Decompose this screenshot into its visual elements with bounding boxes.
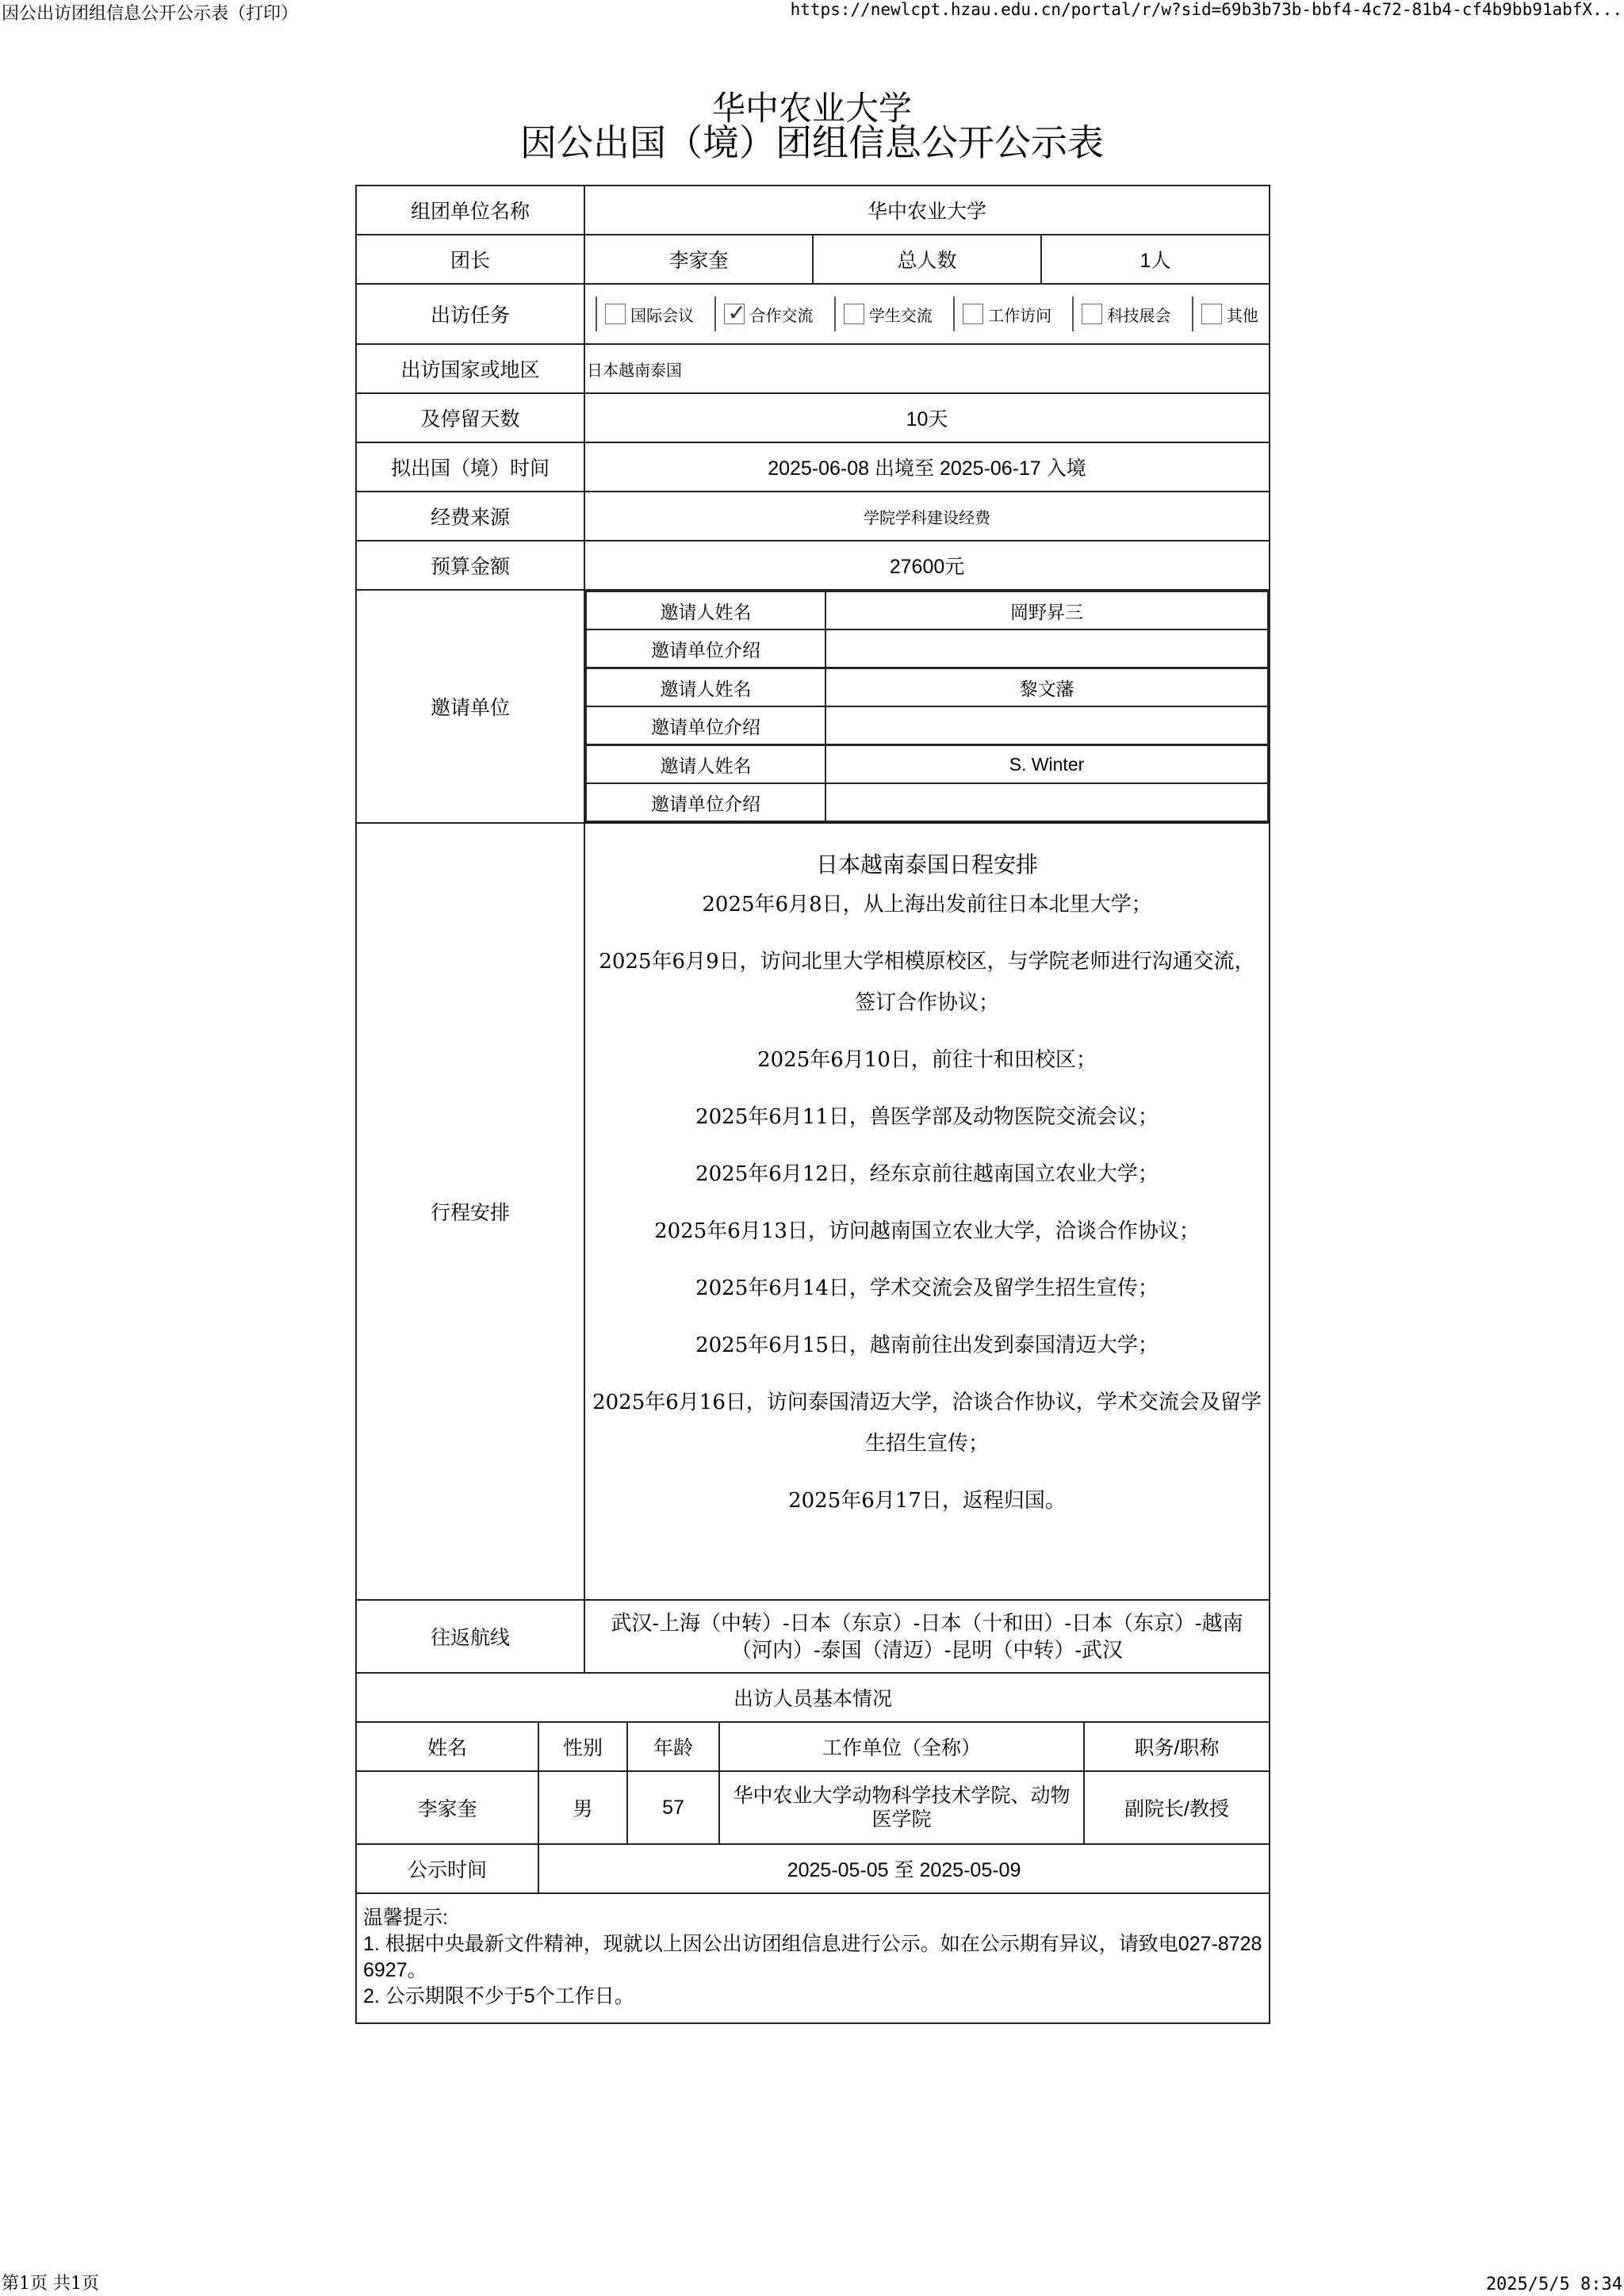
inviter-intro-value bbox=[825, 783, 1268, 821]
print-footer-datetime: 2025/5/5 8:34 bbox=[1485, 2275, 1622, 2294]
inviter-intro-label: 邀请单位介绍 bbox=[586, 706, 825, 745]
notice-cell bbox=[356, 1893, 1270, 2023]
members-header-cell: 工作单位（全称） bbox=[719, 1722, 1084, 1771]
inviter-name-label: 邀请人姓名 bbox=[586, 745, 825, 784]
inviter-name-value: 岡野昇三 bbox=[825, 591, 1268, 629]
task-separator bbox=[1072, 297, 1074, 331]
leader-label: 团长 bbox=[356, 235, 584, 284]
members-table bbox=[355, 1672, 1270, 2024]
route-label: 往返航线 bbox=[356, 1600, 584, 1673]
task-option bbox=[834, 297, 933, 331]
task-checkbox-checked bbox=[724, 304, 745, 324]
country-row bbox=[356, 344, 1270, 393]
time-value: 2025-06-08 出境至 2025-06-17 入境 bbox=[584, 442, 1270, 492]
notice-row bbox=[356, 1893, 1270, 2023]
task-option-label: 合作交流 bbox=[749, 307, 814, 325]
itinerary-item: 2025年6月11日，兽医学部及动物医院交流会议； bbox=[695, 1105, 1159, 1129]
fund-value: 学院学科建设经费 bbox=[584, 492, 1270, 541]
fund-row bbox=[356, 492, 1270, 541]
task-option bbox=[1072, 297, 1170, 331]
members-header-cell: 姓名 bbox=[356, 1722, 538, 1771]
task-option bbox=[953, 297, 1051, 331]
leader-row bbox=[356, 235, 1270, 284]
budget-row bbox=[356, 541, 1270, 590]
notice-item-1: 1. 根据中央最新文件精神，现就以上因公出访团组信息进行公示。如在公示期有异议，请致电027-87286927。 bbox=[363, 1933, 1262, 1981]
task-separator bbox=[1192, 297, 1193, 331]
member-cell: 李家奎 bbox=[356, 1771, 538, 1844]
itinerary-title: 日本越南泰国日程安排 bbox=[815, 852, 1038, 877]
member-cell: 男 bbox=[538, 1771, 627, 1844]
task-checkbox bbox=[844, 304, 864, 324]
budget-value: 27600元 bbox=[584, 541, 1270, 590]
publicity-table bbox=[355, 185, 1270, 1674]
inviter-row bbox=[356, 590, 1270, 823]
days-row bbox=[356, 393, 1270, 442]
inviter-intro-row bbox=[586, 783, 1268, 821]
member-row bbox=[356, 1771, 1270, 1844]
days-value: 10天 bbox=[584, 393, 1270, 442]
fund-label: 经费来源 bbox=[356, 492, 584, 541]
member-cell: 副院长/教授 bbox=[1084, 1771, 1270, 1844]
members-header-row bbox=[356, 1722, 1270, 1771]
task-option bbox=[714, 297, 813, 331]
itinerary-item: 2025年6月9日，访问北里大学相模原校区，与学院老师进行沟通交流，签订合作协议； bbox=[599, 950, 1255, 1015]
task-options bbox=[584, 284, 1270, 344]
inviter-intro-row bbox=[586, 629, 1268, 668]
itinerary-item: 2025年6月16日，访问泰国清迈大学，洽谈合作协议，学术交流会及留学生招生宣传； bbox=[592, 1391, 1262, 1456]
document-title-org: 华中农业大学 bbox=[711, 90, 912, 127]
itinerary-cell bbox=[584, 823, 1270, 1600]
inviter-name-value: 黎文藩 bbox=[825, 668, 1268, 707]
time-label: 拟出国（境）时间 bbox=[356, 442, 584, 492]
inviter-intro-row bbox=[586, 706, 1268, 745]
itinerary-item: 2025年6月10日，前往十和田校区； bbox=[757, 1048, 1097, 1072]
members-header-cell: 职务/职称 bbox=[1084, 1722, 1270, 1771]
task-option-label: 其他 bbox=[1226, 307, 1258, 325]
task-option-label: 科技展会 bbox=[1107, 307, 1171, 325]
inviter-table bbox=[585, 591, 1269, 822]
members-title: 出访人员基本情况 bbox=[356, 1673, 1270, 1722]
inviter-intro-value bbox=[825, 706, 1268, 745]
country-label: 出访国家或地区 bbox=[356, 344, 584, 393]
document-title: 因公出国（境）团组信息公开公示表 bbox=[520, 122, 1104, 163]
task-label: 出访任务 bbox=[356, 284, 584, 344]
inviter-name-row bbox=[586, 591, 1268, 629]
task-option-label: 学生交流 bbox=[868, 307, 933, 325]
total-label: 总人数 bbox=[813, 235, 1041, 284]
budget-label: 预算金额 bbox=[356, 541, 584, 590]
days-label: 及停留天数 bbox=[356, 393, 584, 442]
inviter-intro-label: 邀请单位介绍 bbox=[586, 629, 825, 668]
leader-value: 李家奎 bbox=[584, 235, 813, 284]
task-separator bbox=[953, 297, 955, 331]
inviter-name-row bbox=[586, 668, 1268, 707]
route-value: 武汉-上海（中转）-日本（东京）-日本（十和田）-日本（东京）-越南（河内）-泰国（清迈）-昆明（中转）-武汉 bbox=[584, 1600, 1270, 1673]
country-value: 日本越南泰国 bbox=[584, 344, 1270, 393]
itinerary-item: 2025年6月17日，返程归国。 bbox=[788, 1489, 1066, 1513]
time-row bbox=[356, 442, 1270, 492]
itinerary-item: 2025年6月8日，从上海出发前往日本北里大学； bbox=[702, 893, 1152, 916]
itinerary-item: 2025年6月12日，经东京前往越南国立农业大学； bbox=[695, 1162, 1159, 1186]
itinerary-item: 2025年6月15日，越南前往出发到泰国清迈大学； bbox=[695, 1334, 1159, 1357]
task-checkbox bbox=[1082, 304, 1102, 324]
inviter-label: 邀请单位 bbox=[356, 590, 584, 823]
print-header-title: 因公出访团组信息公开公示表（打印） bbox=[2, 4, 299, 24]
member-cell: 华中农业大学动物科学技术学院、动物医学院 bbox=[719, 1771, 1084, 1844]
publicity-value: 2025-05-05 至 2025-05-09 bbox=[538, 1844, 1270, 1893]
itinerary-row bbox=[356, 823, 1270, 1600]
task-checkbox bbox=[605, 304, 626, 324]
inviter-name-label: 邀请人姓名 bbox=[586, 668, 825, 707]
task-separator bbox=[834, 297, 836, 331]
members-header-cell: 性别 bbox=[538, 1722, 627, 1771]
task-row bbox=[356, 284, 1270, 344]
inviter-intro-value bbox=[825, 629, 1268, 668]
org-row bbox=[356, 186, 1270, 235]
task-option bbox=[596, 297, 694, 331]
inviter-cell bbox=[584, 590, 1270, 823]
inviter-name-row bbox=[586, 745, 1268, 784]
inviter-intro-label: 邀请单位介绍 bbox=[586, 783, 825, 821]
itinerary-label: 行程安排 bbox=[356, 823, 584, 1600]
task-option-label: 工作访问 bbox=[988, 307, 1052, 325]
task-option bbox=[1192, 297, 1258, 331]
itinerary-item: 2025年6月14日，学术交流会及留学生招生宣传； bbox=[695, 1276, 1159, 1300]
notice-title: 温馨提示: bbox=[363, 1907, 448, 1929]
member-cell: 57 bbox=[627, 1771, 719, 1844]
task-separator bbox=[596, 297, 597, 331]
publicity-label: 公示时间 bbox=[356, 1844, 538, 1893]
org-label: 组团单位名称 bbox=[356, 186, 584, 235]
route-row bbox=[356, 1600, 1270, 1673]
print-header-url: https://newlcpt.hzau.edu.cn/portal/r/w?sid=69b3b73b-bbf4-4c72-81b4-cf4b9bb91abfX... bbox=[790, 0, 1622, 19]
itinerary-item: 2025年6月13日，访问越南国立农业大学，洽谈合作协议； bbox=[654, 1219, 1200, 1243]
org-value: 华中农业大学 bbox=[584, 186, 1270, 235]
task-checkbox bbox=[1201, 304, 1222, 324]
inviter-name-label: 邀请人姓名 bbox=[586, 591, 825, 629]
task-option-label: 国际会议 bbox=[630, 307, 695, 325]
inviter-name-value: S. Winter bbox=[825, 745, 1268, 784]
task-separator bbox=[714, 297, 716, 331]
notice-item-2: 2. 公示期限不少于5个工作日。 bbox=[363, 1985, 634, 2007]
publicity-row bbox=[356, 1844, 1270, 1893]
members-header-cell: 年龄 bbox=[627, 1722, 719, 1771]
total-value: 1人 bbox=[1041, 235, 1270, 284]
print-footer-page: 第1页 共1页 bbox=[2, 2274, 99, 2294]
task-checkbox bbox=[963, 304, 983, 324]
